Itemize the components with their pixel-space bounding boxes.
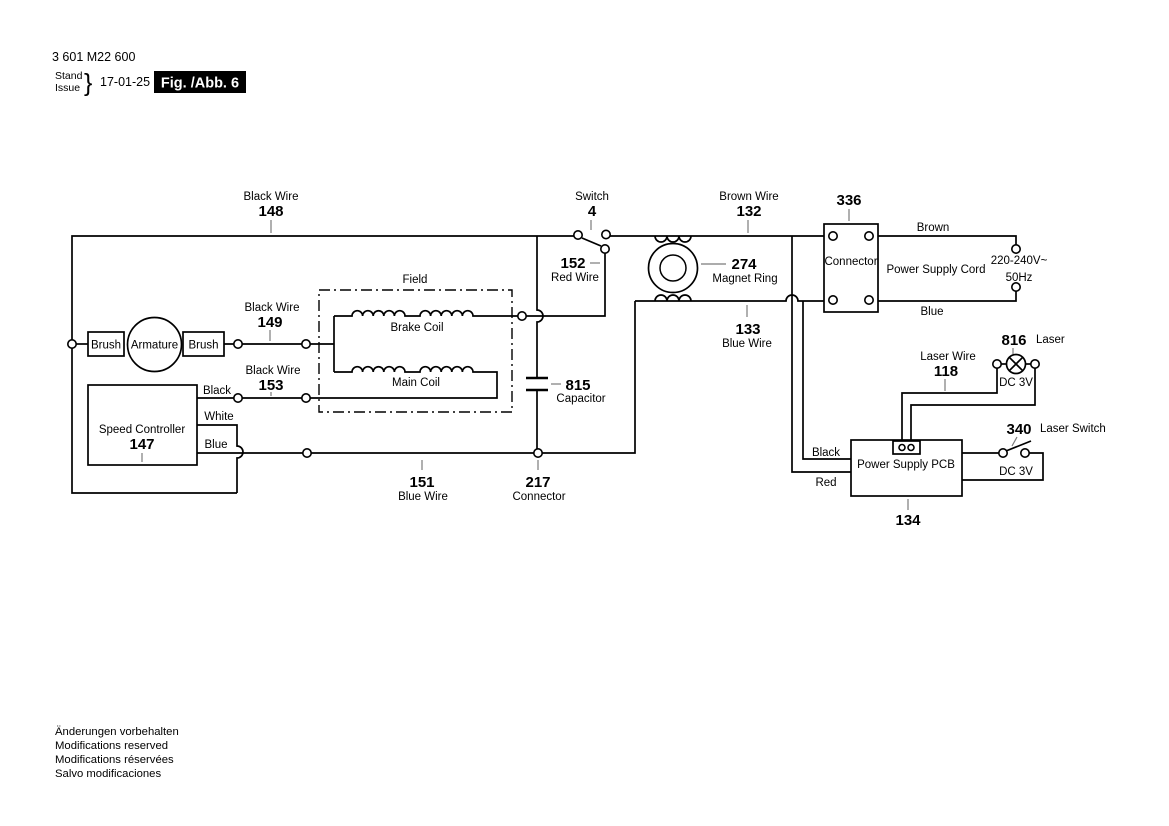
- terminal: [302, 340, 310, 348]
- ref-134: 134: [895, 512, 921, 529]
- label-wire152: Red Wire: [551, 272, 599, 284]
- footer-line: Modifications reserved: [55, 740, 169, 752]
- footer-line: Salvo modificaciones: [55, 768, 162, 780]
- main-coil-and-wire-153: [197, 367, 497, 398]
- switch-4-contact: [602, 230, 610, 238]
- laser-switch-contact: [999, 449, 1007, 457]
- label-sc-blue: Blue: [204, 439, 228, 451]
- label-laser-switch: Laser Switch: [1040, 423, 1106, 435]
- ref-118: 118: [933, 363, 959, 380]
- ref-815: 815: [565, 377, 591, 394]
- ref-152: 152: [560, 255, 586, 272]
- ref-153: 153: [258, 377, 284, 394]
- label-sc-black: Black: [202, 385, 232, 397]
- label-brush-left: Brush: [90, 339, 122, 352]
- cord-blue-wire: [878, 291, 1016, 301]
- ref-151: 151: [409, 474, 435, 491]
- terminal: [234, 394, 242, 402]
- ref-149: 149: [257, 314, 283, 331]
- label-magnet274: Magnet Ring: [712, 273, 778, 285]
- label-pcb-black: Black: [811, 447, 841, 459]
- label-cord-brown: Brown: [916, 222, 950, 234]
- footer: [55, 726, 179, 780]
- connector-336-pin: [829, 296, 837, 304]
- brace-glyph: }: [84, 69, 93, 97]
- label-wire153: Black Wire: [245, 365, 301, 377]
- label-speed-controller: Speed Controller: [98, 424, 186, 436]
- label-wire132: Brown Wire: [719, 191, 779, 203]
- label-cord-blue: Blue: [920, 306, 944, 318]
- label-connector336: Connector: [824, 256, 878, 268]
- label-field: Field: [402, 274, 428, 286]
- stand-label: Stand: [55, 70, 83, 82]
- field-box: [319, 290, 512, 412]
- ref-4: 4: [587, 203, 597, 220]
- label-wire133: Blue Wire: [722, 338, 772, 350]
- ref-217: 217: [525, 474, 551, 491]
- ref-340: 340: [1006, 421, 1032, 438]
- terminal: [518, 312, 526, 320]
- issue-label: Issue: [55, 82, 81, 94]
- leader-340: [1012, 437, 1017, 446]
- footer-line: Änderungen vorbehalten: [55, 726, 179, 738]
- ref-274: 274: [731, 256, 757, 273]
- terminal: [303, 449, 311, 457]
- magnet-coil-bottom: [655, 295, 691, 301]
- label-main-coil: Main Coil: [392, 377, 440, 389]
- label-pcb-red: Red: [815, 477, 837, 489]
- capacitor-wire-upper: [537, 236, 543, 378]
- magnet-coil-top: [655, 236, 691, 242]
- ref-816: 816: [1001, 332, 1027, 349]
- label-wire148: Black Wire: [243, 191, 299, 203]
- issue-date: 17-01-25: [100, 75, 151, 89]
- pcb-laser-connector-pin: [908, 445, 914, 451]
- connector-217-terminal: [534, 449, 542, 457]
- part-number: 3 601 M22 600: [52, 50, 136, 64]
- switch-4-contact: [601, 245, 609, 253]
- label-wire149: Black Wire: [244, 302, 300, 314]
- mains-terminal: [1012, 283, 1020, 291]
- lamp-terminal: [993, 360, 1001, 368]
- magnet-ring-outer: [649, 244, 698, 293]
- label-connector217: Connector: [512, 491, 566, 503]
- cord-brown-wire: [878, 236, 1016, 245]
- label-power-supply-cord: Power Supply Cord: [886, 264, 986, 276]
- label-brush-right: Brush: [188, 339, 219, 352]
- label-capacitor: Capacitor: [556, 393, 606, 405]
- label-laser-dc3v: DC 3V: [999, 377, 1033, 389]
- header: [52, 50, 246, 97]
- connector-336-pin: [865, 296, 873, 304]
- connector-336-pin: [829, 232, 837, 240]
- terminal: [302, 394, 310, 402]
- label-armature: Armature: [130, 339, 179, 352]
- label-voltage: 220-240V~: [990, 255, 1048, 267]
- pcb-laser-connector-pin: [899, 445, 905, 451]
- label-frequency: 50Hz: [1005, 272, 1033, 284]
- ref-133: 133: [735, 321, 761, 338]
- switch-4-contact: [574, 231, 582, 239]
- label-laser: Laser: [1036, 334, 1065, 346]
- label-sc-white: White: [204, 411, 234, 423]
- lamp-terminal: [1031, 360, 1039, 368]
- ref-147: 147: [129, 436, 155, 453]
- connector-336-pin: [865, 232, 873, 240]
- label-wire151: Blue Wire: [398, 491, 448, 503]
- label-wire118: Laser Wire: [920, 351, 976, 363]
- ref-336: 336: [836, 192, 862, 209]
- pcb-black-wire: [803, 301, 851, 459]
- pcb-laser-connector: [893, 441, 920, 454]
- terminal: [68, 340, 76, 348]
- label-brake-coil: Brake Coil: [390, 322, 444, 334]
- figure-label: Fig. /Abb. 6: [160, 75, 240, 92]
- wire-white: [197, 425, 243, 493]
- mains-terminal: [1012, 245, 1020, 253]
- laser-switch-contact: [1021, 449, 1029, 457]
- label-power-supply-pcb: Power Supply PCB: [857, 459, 955, 471]
- switch-4-blade: [582, 238, 601, 246]
- label-switch-dc3v: DC 3V: [999, 466, 1033, 478]
- footer-line: Modifications réservées: [55, 754, 174, 766]
- ref-132: 132: [736, 203, 762, 220]
- label-switch4: Switch: [575, 191, 609, 203]
- terminal: [234, 340, 242, 348]
- ref-148: 148: [258, 203, 284, 220]
